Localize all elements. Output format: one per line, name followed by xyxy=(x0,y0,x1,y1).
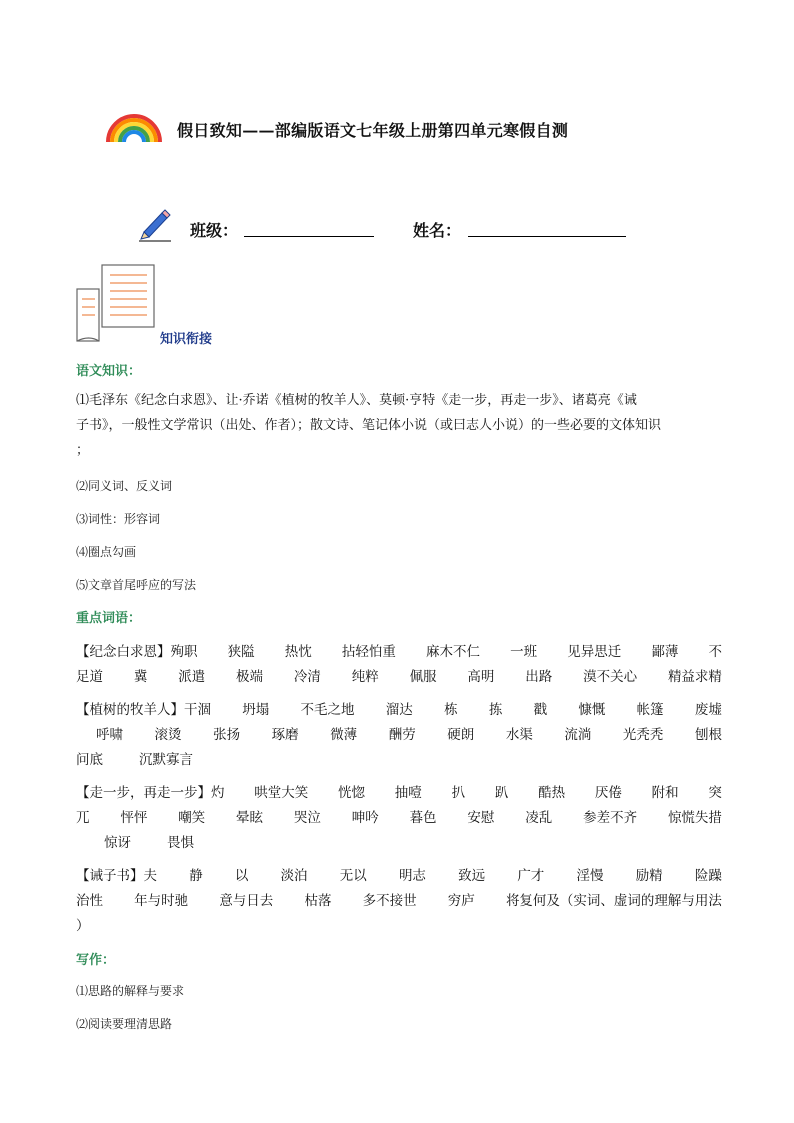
key-word: 张扬 xyxy=(213,726,241,743)
key-word: 不毛之地 xyxy=(300,701,355,718)
key-word: 【植树的牧羊人】干涸 xyxy=(76,701,211,718)
key-word: 暮色 xyxy=(409,809,437,826)
key-word: 扒 xyxy=(451,784,466,801)
class-input-line[interactable] xyxy=(244,236,374,237)
key-word: 【纪念白求恩】殉职 xyxy=(76,643,198,660)
knowledge-item-5: ⑸文章首尾呼应的写法 xyxy=(76,578,197,592)
key-word: 附和 xyxy=(651,784,679,801)
document-scroll-icon xyxy=(75,263,159,345)
knowledge-label: 知识衔接 xyxy=(160,332,213,347)
key-word: 无以 xyxy=(339,867,367,884)
key-word: 励精 xyxy=(635,867,663,884)
key-word: 冷清 xyxy=(293,668,321,685)
key-word: 漠不关心 xyxy=(583,668,638,685)
key-word: 废墟 xyxy=(694,701,722,718)
key-word: 穷庐 xyxy=(447,892,475,909)
key-word: 淡泊 xyxy=(280,867,308,884)
key-word: 抽噎 xyxy=(394,784,422,801)
title-row xyxy=(105,108,725,148)
key-word: 参差不齐 xyxy=(583,809,638,826)
word-line xyxy=(76,745,722,770)
key-word: 沉默寡言 xyxy=(139,751,193,768)
pencil-icon xyxy=(138,208,172,242)
key-word: 晕眩 xyxy=(236,809,264,826)
knowledge-item-1-line-3: ； xyxy=(76,443,90,458)
key-word: 纯粹 xyxy=(351,668,379,685)
rainbow-icon xyxy=(105,112,163,142)
key-word: 【走一步，再走一步】灼 xyxy=(76,784,225,801)
key-word: 意与日去 xyxy=(219,892,274,909)
knowledge-item-3: ⑶词性：形容词 xyxy=(76,512,161,526)
key-word: 光秃秃 xyxy=(622,726,664,743)
key-word: 帐篷 xyxy=(636,701,664,718)
key-word: 拣 xyxy=(488,701,503,718)
key-word: 将复何及（实词、虚词的理解与用法 xyxy=(505,892,722,909)
key-word: 嘲笑 xyxy=(178,809,206,826)
knowledge-item-4: ⑷圈点勾画 xyxy=(76,545,137,559)
key-word: 极端 xyxy=(236,668,264,685)
student-info-row xyxy=(138,208,658,242)
key-word: 麻木不仁 xyxy=(426,643,480,660)
key-word: 【诫子书】夫 xyxy=(76,867,157,884)
key-word: 酷热 xyxy=(538,784,566,801)
key-word: 冀 xyxy=(133,668,148,685)
key-word: 坍塌 xyxy=(242,701,270,718)
key-word: 广才 xyxy=(517,867,545,884)
key-word: 呼啸 xyxy=(96,726,123,743)
key-word: 一班 xyxy=(510,643,538,660)
word-line xyxy=(76,662,722,687)
key-word: 明志 xyxy=(398,867,426,884)
word-line xyxy=(104,828,722,853)
knowledge-item-1 xyxy=(76,388,722,463)
class-label: 班级： xyxy=(190,221,239,240)
key-word: 呻吟 xyxy=(351,809,379,826)
key-word: 硬朗 xyxy=(447,726,475,743)
key-word: 佩服 xyxy=(409,668,437,685)
key-word: 流淌 xyxy=(564,726,592,743)
word-line xyxy=(76,695,722,720)
word-line xyxy=(76,886,722,911)
key-word: 哭泣 xyxy=(293,809,321,826)
key-word: 水渠 xyxy=(505,726,533,743)
key-word: 出路 xyxy=(525,668,553,685)
key-word: 静 xyxy=(189,867,203,884)
key-word: 突 xyxy=(708,784,722,801)
writing-item-2: ⑵阅读要理清思路 xyxy=(76,1017,173,1031)
section-chinese-knowledge: 语文知识： xyxy=(76,364,142,379)
key-word: 不 xyxy=(708,643,722,660)
key-word: 微薄 xyxy=(330,726,358,743)
word-line xyxy=(96,720,722,745)
key-word: 溜达 xyxy=(385,701,413,718)
knowledge-item-1-line-2: 子书》，一般性文学常识（出处、作者）；散文诗、笔记体小说（或曰志人小说）的一些必要的文体知识 xyxy=(76,418,662,433)
key-word: 栋 xyxy=(444,701,458,718)
key-word: 问底 xyxy=(76,751,103,768)
word-line xyxy=(76,911,722,936)
name-label: 姓名： xyxy=(413,221,462,240)
key-word: 险躁 xyxy=(694,867,722,884)
key-word: 热忱 xyxy=(284,643,312,660)
word-line xyxy=(76,637,722,662)
key-word: ） xyxy=(76,917,90,934)
key-word: 鄙薄 xyxy=(651,643,679,660)
key-word: 精益求精 xyxy=(667,668,722,685)
key-word: 兀 xyxy=(76,809,90,826)
key-word: 畏惧 xyxy=(167,834,194,851)
knowledge-item-2: ⑵同义词、反义词 xyxy=(76,479,173,493)
key-word: 惊慌失措 xyxy=(667,809,722,826)
key-word: 以 xyxy=(234,867,249,884)
key-word: 派遣 xyxy=(178,668,206,685)
key-word: 滚烫 xyxy=(154,726,182,743)
key-word: 厌倦 xyxy=(594,784,622,801)
key-word: 趴 xyxy=(494,784,509,801)
word-line xyxy=(76,861,722,886)
key-word: 狭隘 xyxy=(227,643,255,660)
name-input-line[interactable] xyxy=(468,236,626,237)
key-word: 拈轻怕重 xyxy=(341,643,396,660)
key-word: 恍惚 xyxy=(338,784,366,801)
key-word: 多不接世 xyxy=(362,892,417,909)
key-word: 刨根 xyxy=(694,726,722,743)
section-key-words: 重点词语： xyxy=(76,611,142,626)
key-word: 治性 xyxy=(76,892,103,909)
key-word: 慷慨 xyxy=(578,701,606,718)
section-writing: 写作： xyxy=(76,953,116,968)
key-word: 怦怦 xyxy=(120,809,148,826)
key-word: 致远 xyxy=(458,867,486,884)
key-word: 酬劳 xyxy=(388,726,416,743)
key-word: 惊讶 xyxy=(104,834,131,851)
writing-item-1: ⑴思路的解释与要求 xyxy=(76,984,185,998)
key-word: 见异思迁 xyxy=(567,643,622,660)
key-word: 枯落 xyxy=(304,892,332,909)
key-word: 高明 xyxy=(467,668,495,685)
page-title: 假日致知——部编版语文七年级上册第四单元寒假自测 xyxy=(177,121,569,140)
key-word: 凌乱 xyxy=(525,809,553,826)
key-word: 哄堂大笑 xyxy=(254,784,309,801)
key-word: 琢磨 xyxy=(271,726,299,743)
key-word: 安慰 xyxy=(467,809,495,826)
key-word: 淫慢 xyxy=(576,867,604,884)
key-word: 戳 xyxy=(533,701,548,718)
key-word: 足道 xyxy=(76,668,103,685)
knowledge-item-1-line-1: ⑴毛泽东《纪念白求恩》、让·乔诺《植树的牧羊人》、莫顿·亨特《走一步，再走一步》、诸葛亮《诫 xyxy=(76,393,637,408)
word-line xyxy=(76,778,722,803)
word-line xyxy=(76,803,722,828)
key-word: 年与时驰 xyxy=(134,892,189,909)
